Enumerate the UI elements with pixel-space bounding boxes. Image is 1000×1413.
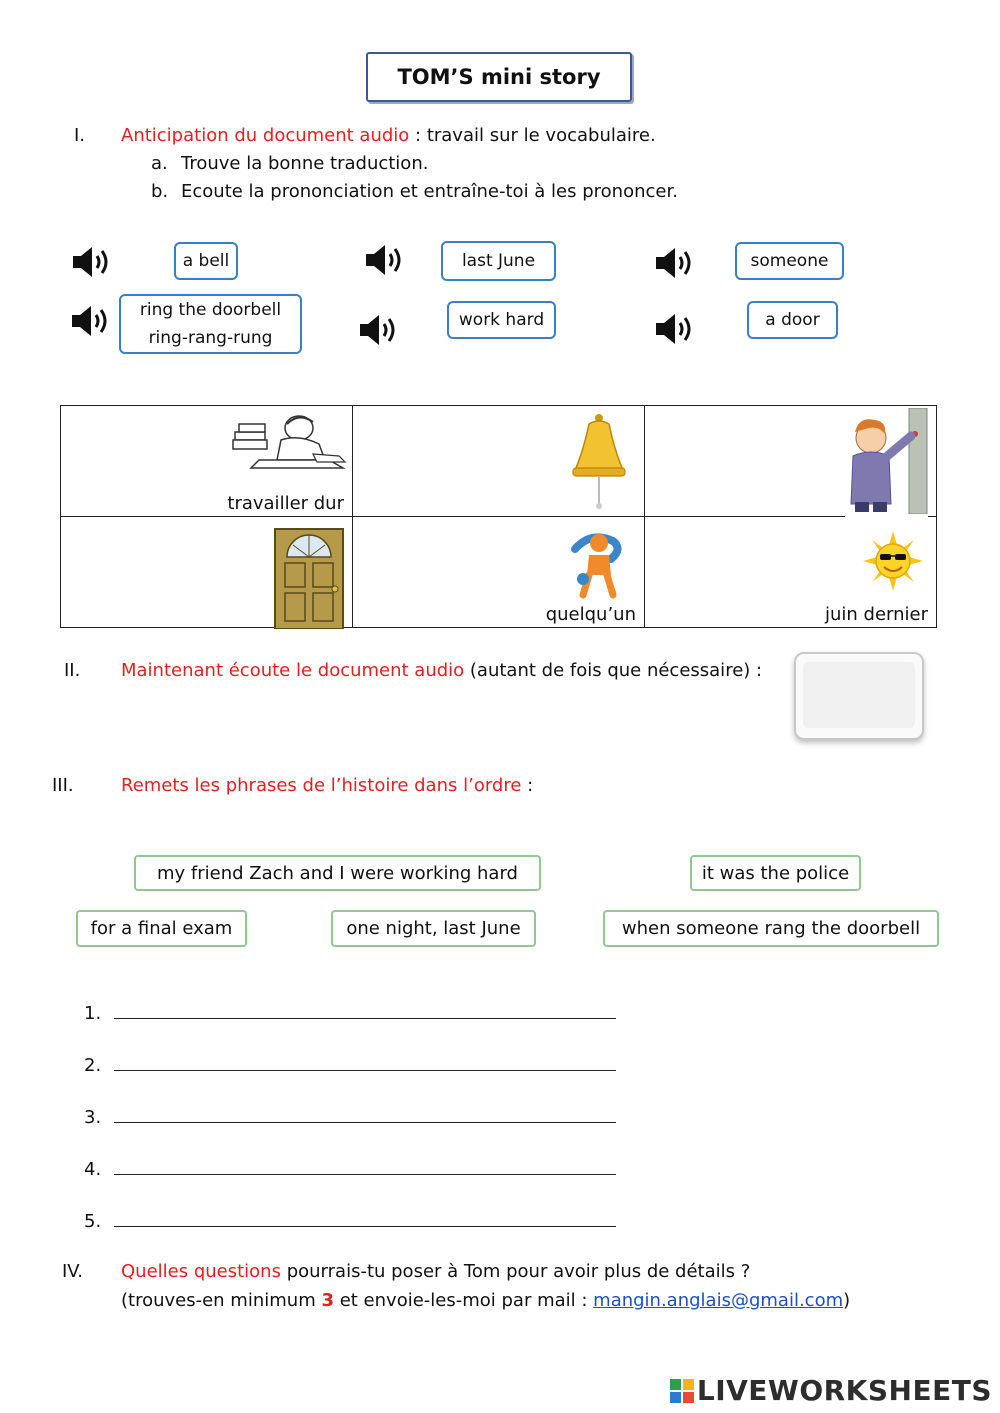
liveworksheets-logo-icon [669, 1378, 695, 1404]
audio-player-area[interactable] [803, 662, 915, 728]
section-1-number: I. [74, 125, 86, 146]
minimum-count: 3 [321, 1290, 334, 1311]
door-picture [273, 527, 345, 629]
speaker-icon[interactable] [653, 245, 697, 281]
speaker-icon[interactable] [653, 311, 697, 347]
vocab-a-bell[interactable]: a bell [174, 242, 238, 280]
vocab-work-hard[interactable]: work hard [447, 301, 556, 339]
vocab-a-door[interactable]: a door [747, 301, 838, 339]
liveworksheets-logo: LIVEWORKSHEETS [669, 1374, 992, 1407]
sentence-doorbell[interactable]: when someone rang the doorbell [603, 910, 939, 947]
answer-line-4[interactable]: 4. [84, 1156, 616, 1180]
section-4-heading: Quelles questions pourrais-tu poser à Tom pour avoir plus de détails ? [121, 1261, 751, 1282]
sentence-police[interactable]: it was the police [690, 855, 861, 891]
audio-player[interactable] [794, 652, 924, 740]
answer-line-1[interactable]: 1. [84, 1000, 616, 1024]
grid-cell-studying [61, 406, 353, 517]
label-juin-dernier: juin dernier [824, 604, 928, 625]
section-2-heading: Maintenant écoute le document audio (autant de fois que nécessaire) : [121, 660, 763, 681]
studying-boy-picture [229, 410, 349, 474]
section-1-heading-rest: : travail sur le vocabulaire. [409, 125, 656, 146]
instruction-b: b. Ecoute la prononciation et entraîne-toi à les prononcer. [151, 181, 678, 202]
page-title: TOM’S mini story [366, 52, 632, 102]
speaker-icon[interactable] [70, 244, 114, 280]
speaker-icon[interactable] [69, 303, 113, 339]
grid-cell-doorbell [645, 406, 937, 517]
instruction-a: a. Trouve la bonne traduction. [151, 153, 429, 174]
sentence-working-hard[interactable]: my friend Zach and I were working hard [134, 855, 541, 891]
grid-cell-bell [353, 406, 645, 517]
speaker-icon[interactable] [363, 242, 407, 278]
grid-cell-someone [353, 517, 645, 628]
email-link[interactable]: mangin.anglais@gmail.com [593, 1290, 844, 1311]
bell-picture [571, 412, 627, 512]
vocab-someone[interactable]: someone [735, 242, 844, 280]
sentence-final-exam[interactable]: for a final exam [76, 910, 247, 947]
section-1-heading [121, 125, 656, 146]
sun-picture [863, 531, 923, 591]
boy-ringing-doorbell-picture [845, 408, 931, 514]
answer-line-2[interactable]: 2. [84, 1052, 616, 1076]
section-4-instruction: (trouves-en minimum 3 et envoie-les-moi par mail : mangin.anglais@gmail.com) [121, 1290, 851, 1311]
label-travailler-dur: travailler dur [227, 493, 344, 514]
grid-cell-door [61, 517, 353, 628]
section-2-number: II. [64, 660, 81, 681]
section-4-number: IV. [62, 1261, 84, 1282]
section-1-heading-red: Anticipation du document audio [121, 125, 410, 146]
picture-grid [60, 405, 937, 628]
answer-line-3[interactable]: 3. [84, 1104, 616, 1128]
section-3-heading: Remets les phrases de l’histoire dans l’ordre : [121, 775, 534, 796]
speaker-icon[interactable] [357, 312, 401, 348]
section-3-number: III. [52, 775, 74, 796]
label-quelquun: quelqu’un [545, 604, 636, 625]
answer-line-5[interactable]: 5. [84, 1208, 616, 1232]
grid-cell-sun [645, 517, 937, 628]
sentence-last-june[interactable]: one night, last June [331, 910, 536, 947]
vocab-last-june[interactable]: last June [441, 241, 556, 281]
someone-picture [561, 529, 633, 599]
vocab-ring-the-doorbell[interactable]: ring the doorbell ring-rang-rung [119, 294, 302, 354]
